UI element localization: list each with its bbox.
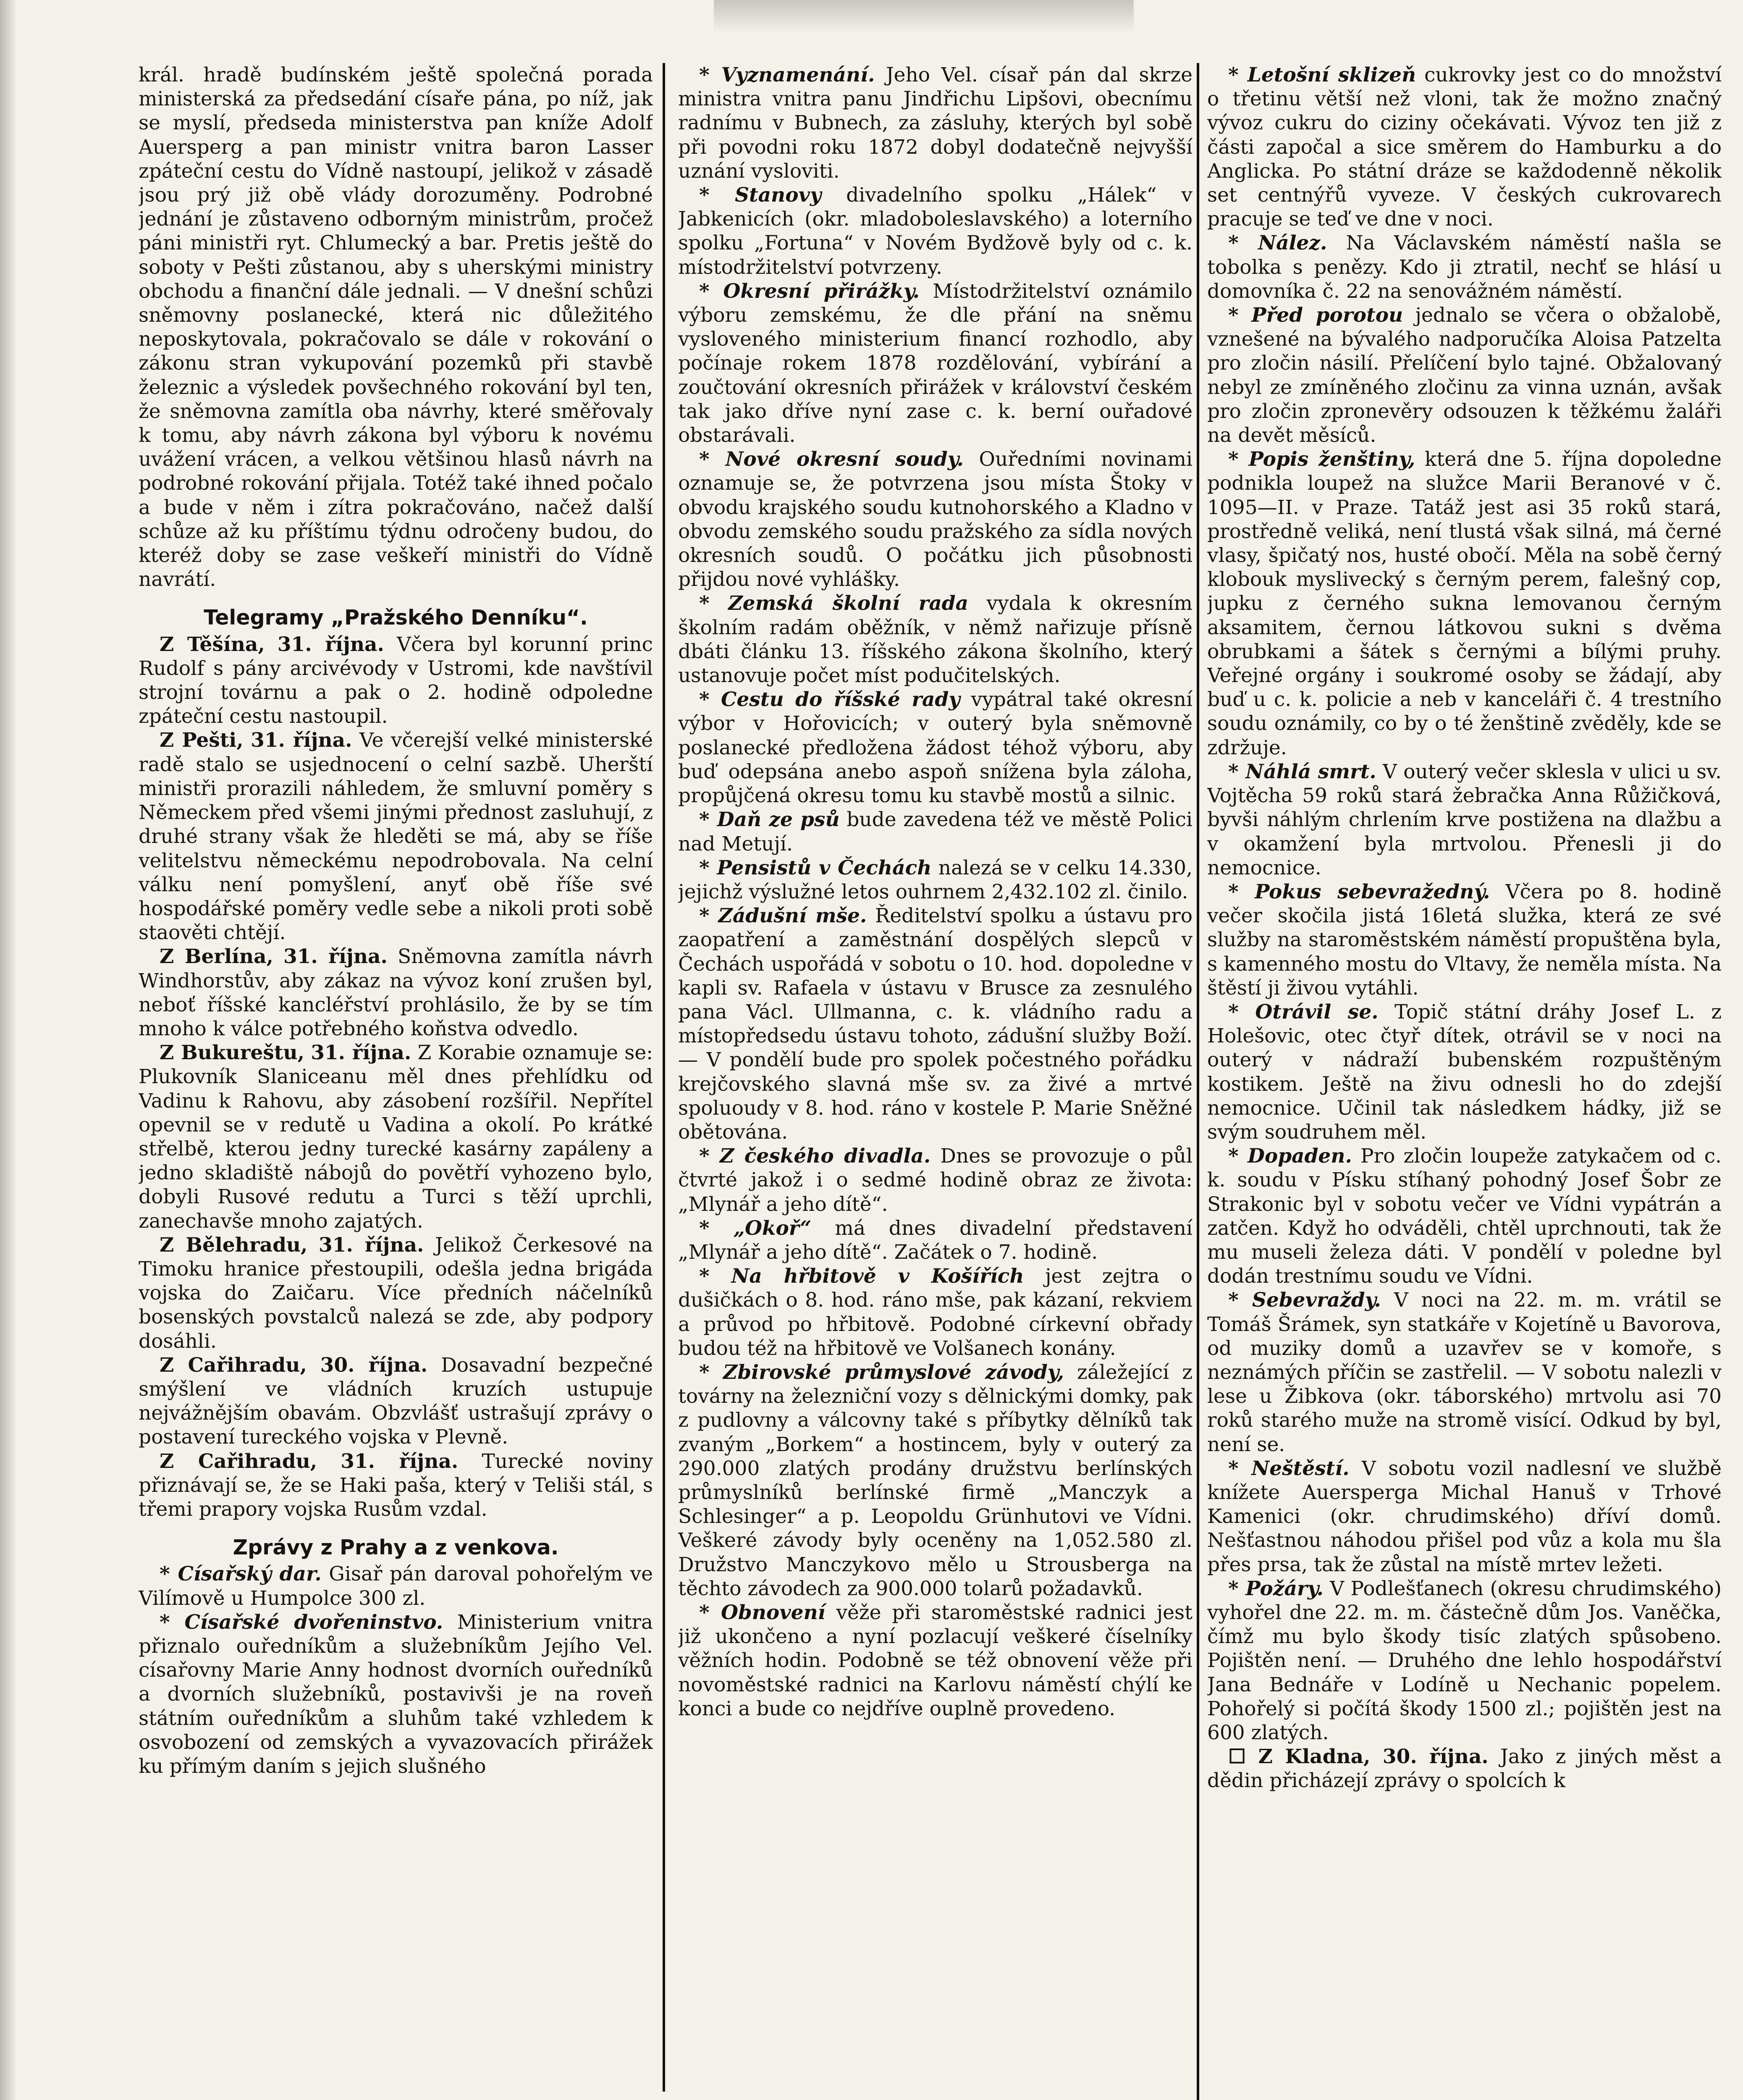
- telegram-item: Z Cařihradu, 31. října. Turecké noviny přiznávají se, že se Haki paša, který v Teliši stál, s třemi prapory vojska Rusům vzdal.: [139, 1449, 653, 1521]
- column-1-intro: král. hradě budínském ještě společná porada ministerská za předsedání císaře pána, po níž, jak se myslí, předseda ministerstva pan kníže Adolf Auersperg a pan ministr vnitra baron Lasser zpáteční cestu do Vídně nastoupí, jelikož v zásadě jsou prý již obě vlády dorozuměny. Podrobné jednání je zůstaveno odborným ministrům, pročež páni ministři ryt. Chlumecký a bar. Pretis ještě do soboty v Pešti zůstanou, aby s uherskými ministry obchodu a finanční dále jednali. — V dnešní schůzi sněmovny poslanecké, která nic důležitého neposkytovala, pokračovalo se dále v rokování o zákonu stran vykupování pozemků při stavbě železnic a výsledek povšechného rokování byl ten, že sněmovna zamítla oba návrhy, které směřovaly k tomu, aby návrh zákona byl výboru k novému uvážení vrácen, a velkou většinou hlasů návrh na podrobné rokování přijala. Totéž také ihned počalo a bude v něm i zítra pokračováno, načež další schůze až ku příštímu týdnu odročeny budou, do kteréž doby se zase veškeří ministři do Vídně navrátí.: [139, 63, 653, 591]
- news-item: * Císařský dar. Gisař pán daroval pohořelým ve Vilímově u Humpolce 300 zl.: [139, 1562, 653, 1610]
- news-item: * Neštěstí. V sobotu vozil nadlesní ve službě knížete Auersperga Michal Hanuš v Trhové Kamenici (okr. chrudimského) dříví domů. Nešťastnou náhodou přišel pod vůz a kola mu šla přes prsa, tak že zůstal na místě mrtev ležeti.: [1207, 1457, 1722, 1576]
- news-item: * Dopaden. Pro zločin loupeže zatykačem od c. k. soudu v Písku stíhaný pohodný Josef Šobr ze Strakonic byl v sobotu večer ve Vídni vypátrán a zatčen. Když ho odváděli, chtěl uprchnouti, tak že mu museli železa dáti. V pondělí v poledne byl dodán trestnímu soudu ve Vídni.: [1207, 1144, 1722, 1288]
- news-item: * Zbirovské průmyslové závody, záležející z továrny na železniční vozy s dělnickými domky, pak z pudlovny a válcovny také s příbytky dělníků tak zvaným „Borkem“ a hostincem, byly v outerý za 290.000 zlatých prodány družstvu berlínských průmyslníků berlínské firmě „Manczyk a Schlesinger“ a p. Leopoldu Grünhutovi ve Vídni. Veškeré závody byly oceněny na 1,052.580 zl. Družstvo Manczykovo mělo u Strousberga na těchto závodech za 900.000 tolarů požadavků.: [678, 1360, 1193, 1600]
- news-item: * Císařské dvořeninstvo. Ministerium vnitra přiznalo ouředníkům a služebníkům Jejího Vel. císařovny Marie Anny hodnost dvorních ouředníků a dvorních služebníků, postavivši je na roveň státním ouředníkům a sluhům také vzhledem k osvobození od zemských a vyvazovacích přirážek ku přímým daním s jejich slušného: [139, 1610, 653, 1778]
- column-2: [678, 63, 1193, 2093]
- telegram-item: Z Cařihradu, 30. října. Dosavadní bezpečné smýšlení ve vládních kruzích ustupuje nejvážnějším obavám. Obzvlášť ustrašují zprávy o postavení tureckého vojska v Plevně.: [139, 1353, 653, 1449]
- column-rule-2: [1197, 63, 1199, 2100]
- telegram-heading: Telegramy „Pražského Denníku“.: [204, 606, 588, 630]
- news-item: * Cestu do říšské rady vypátral také okresní výbor v Hořovicích; v outerý byla sněmovně poslanecké předložena žádost téhož výboru, aby buď odepsána anebo aspoň snížena byla záloha, propůjčená okresu tomu ku stavbě mostů a silnic.: [678, 688, 1193, 808]
- news-item: * Zádušní mše. Ředitelství spolku a ústavu pro zaopatření a zaměstnání dospělých slepců v Čechách uspořádá v sobotu o 10. hod. dopoledne v kapli sv. Rafaela v ústavu v Brusce za zesnulého pana Václ. Ullmanna, c. k. vládního radu a místopředsedu ústavu tohoto, zádušní služby Boží. — V pondělí bude pro spolek počestného pořádku krejčovského slavná mše sv. za živé a mrtvé spoluoudy v 8. hod. ráno v kostele P. Marie Sněžné obětována.: [678, 904, 1193, 1144]
- column-3: [1207, 63, 1722, 2093]
- news-item: * Nové okresní soudy. Ouředními novinami oznamuje se, že potvrzena jsou místa Štoky v obvodu krajského soudu kutnohorského a Kladno v obvodu zemského soudu pražského za sídla nových okresních soudů. O počátku jich působnosti přijdou nové vyhlášky.: [678, 448, 1193, 591]
- telegram-item: Z Berlína, 31. října. Sněmovna zamítla návrh Windhorstův, aby zákaz na vývoz koní zrušen byl, neboť říšské kancléřství prohlásilo, že by se tím mnoho k válce potřebného koňstva odvedlo.: [139, 945, 653, 1040]
- news-item: * Stanovy divadelního spolku „Hálek“ v Jabkenicích (okr. mladoboleslavského) a loterního spolku „Fortuna“ v Novém Bydžově byly od c. k. místodržitelství potvrzeny.: [678, 184, 1193, 279]
- scan-top-shadow: [714, 0, 1134, 34]
- telegram-item: Z Bukureštu, 31. října. Z Korabie oznamuje se: Plukovník Slaniceanu měl dnes přehlídku od Vadinu k Rahovu, aby zásobení rozšířil. Nepřítel opevnil se v redutě u Vadina a okolí. Po krátké střelbě, kterou jedny turecké kasárny zapáleny a jedno skladiště nábojů do povětří vyhozeno bylo, dobyli Rusové redutu a Turci s těží uprchli, zanechavše mnoho zajatých.: [139, 1041, 653, 1233]
- news-item: * Nález. Na Václavském náměstí našla se tobolka s penězy. Kdo ji ztratil, nechť se hlásí u domovníka č. 22 na senovážném náměstí.: [1207, 231, 1722, 303]
- news-item: * Požáry. V Podlešťanech (okresu chrudimského) vyhořel dne 22. m. m. částečně dům Jos. Vaněčka, čímž mu bylo škody tisíc zlatých spůsobeno. Pojištěn není. — Druhého dne lehlo hospodářství Jana Bednáře v Lodíně u Nechanic popelem. Pohořelý si počítá škody 1500 zl.; pojištěn jest na 600 zlatých.: [1207, 1577, 1722, 1745]
- column-rule-1: [663, 63, 665, 2092]
- news-item: * „Okoř“ má dnes divadelní představení „Mlynář a jeho dítě“. Začátek o 7. hodině.: [678, 1216, 1193, 1264]
- telegram-item: Z Pešti, 31. října. Ve včerejší velké ministerské radě stalo se usjednocení o celní sazbě. Uherští ministři prorazili náhledem, že smluvní poměry s Německem před všemi jinými přednost zasluhují, z druhé strany však že hleděti se má, aby se říše velitelstvu německému nepodrobovala. Na celní válku není pomyšlení, anyť obě říše své hospodářské poměry vedle sebe a nikoli proti sobě staověti chtějí.: [139, 729, 653, 945]
- news-item: * Na hřbitově v Košířích jest zejtra o dušičkách o 8. hod. ráno mše, pak kázaní, rekviem a průvod po hřbitově. Podobné církevní obřady budou též na hřbitově ve Volšanech konány.: [678, 1265, 1193, 1360]
- news-item: * Otrávil se. Topič státní dráhy Josef L. z Holešovic, otec čtyř dítek, otrávil se v noci na outerý v nádraží bubenském rozpuštěným kostikem. Ještě na živu odnesli ho do zdejší nemocnice. Učinil tak následkem hádky, již se svým soudruhem měl.: [1207, 1000, 1722, 1144]
- news-item: * Zemská školní rada vydala k okresním školním radám oběžník, v němž nařizuje přísně dbáti článku 13. říšského zákona školního, který ustanovuje počet míst podučitelských.: [678, 592, 1193, 688]
- news-item: * Daň ze psů bude zavedena též ve městě Polici nad Metují.: [678, 808, 1193, 856]
- news-item: ☐ Z Kladna, 30. října. Jako z jiných měst a dědin přicházejí zprávy o spolcích k: [1207, 1745, 1722, 1793]
- news-item: * Okresní přirážky. Místodržitelství oznámilo výboru zemskému, že dle přání na sněmu vysloveného ministerium financí rozhodlo, aby počínaje rokem 1878 rozdělování, vybírání a zoučtování okresních přirážek v království českém tak jako dříve nyní zase c. k. berní ouřadové obstarávali.: [678, 279, 1193, 447]
- news-item: * Popis ženštiny, která dne 5. října dopoledne podnikla loupež na služce Marii Beranové v č. 1095—II. v Praze. Tatáž jest asi 35 roků stará, prostředně veliká, není tlustá však silná, má černé vlasy, špičatý nos, husté obočí. Měla na sobě černý klobouk myslivecký s černým perem, falešný cop, jupku z černého sukna lemovanou černým aksamitem, černou látkovou sukni s dvěma obrubkami a šátek s černými a bílými pruhy. Veřejné orgány i soukromé osoby se žádají, aby buď u c. k. policie a neb v kanceláři č. 4 trestního soudu oznámily, co by o té ženštině zvěděly, kde se zdržuje.: [1207, 448, 1722, 759]
- news-item: * Obnovení věže při staroměstské radnici jest již ukončeno a nyní pozlacují veškeré číselníky věžních hodin. Podobně se též obnovení věže při novoměstské radnici na Karlovu náměstí chýlí ke konci a bude co nejdříve ouplně provedeno.: [678, 1601, 1193, 1720]
- news-item: * Pokus sebevražedný. Včera po 8. hodině večer skočila jistá 16letá služka, která ze své služby na staroměstském náměstí propuštěna byla, s kamenného mostu do Vltavy, že neměla místa. Na štěstí ji živou vytáhli.: [1207, 880, 1722, 1000]
- news-item: * Pensistů v Čechách nalezá se v celku 14.330, jejichž výslužné letos ouhrnem 2,432.102 zl. činilo.: [678, 856, 1193, 903]
- news-item: * Náhlá smrt. V outerý večer sklesla v ulici u sv. Vojtěcha 59 roků stará žebračka Anna Růžičková, byvši náhlým chrlením krve postižena na dlažbu a v okamžení byla mrtvolou. Přenesli ji do nemocnice.: [1207, 760, 1722, 879]
- news-item: * Před porotou jednalo se včera o obžalobě, vznešené na bývalého nadporučíka Aloisa Patzelta pro zločin násilí. Přelíčení bylo tajné. Obžalovaný nebyl ze zmíněného zločinu za vinna uznán, avšak pro zločin zpronevěry odsouzen k těžkému žaláři na devět měsíců.: [1207, 304, 1722, 447]
- page-spine-shadow: [0, 0, 17, 2100]
- news-item: * Z českého divadla. Dnes se provozuje o půl čtvrté jakož i o sedmé hodině obraz ze života: „Mlynář a jeho dítě“.: [678, 1144, 1193, 1216]
- news-heading: Zprávy z Prahy a z venkova.: [233, 1536, 559, 1560]
- news-item: * Letošní sklizeň cukrovky jest co do množství o třetinu větší než vloni, tak že možno značný vývoz cukru do ciziny očekávati. Vývoz ten již z části započal a sice směrem do Hamburku a do Anglicka. Po státní dráze se každodenně několik set centnýřů vyveze. V českých cukrovarech pracuje se teď ve dne v noci.: [1207, 63, 1722, 231]
- news-item: * Sebevraždy. V noci na 22. m. m. vrátil se Tomáš Šrámek, syn statkáře v Kojetíně u Bavorova, od muziky domů a uzavřev se v komoře, s neznámých příčin se zastřelil. — V sobotu nalezli v lese u Žibkova (okr. táborského) mrtvolu asi 70 roků starého muže na stromě visící. Odkud by byl, není se.: [1207, 1289, 1722, 1456]
- news-item: * Vyznamenání. Jeho Vel. císař pán dal skrze ministra vnitra panu Jindřichu Lipšovi, obecnímu radnímu v Bubnech, za zásluhy, kterých byl sobě při povodni roku 1872 dobyl dodatečně nejvyšší uznání vysloviti.: [678, 63, 1193, 183]
- telegram-item: Z Bělehradu, 31. října. Jelikož Čerkesové na Timoku hranice přestoupili, odešla jedna brigáda vojska do Zaičaru. Více předních náčelníků bosenských povstalců nalezá se zde, aby podpory dosáhli.: [139, 1233, 653, 1353]
- column-1: [139, 63, 653, 2093]
- telegram-item: Z Těšína, 31. října. Včera byl korunní princ Rudolf s pány arcivévody v Ustromi, kde navštívil strojní továrnu a pak o 2. hodině odpoledne zpáteční cestu nastoupil.: [139, 633, 653, 728]
